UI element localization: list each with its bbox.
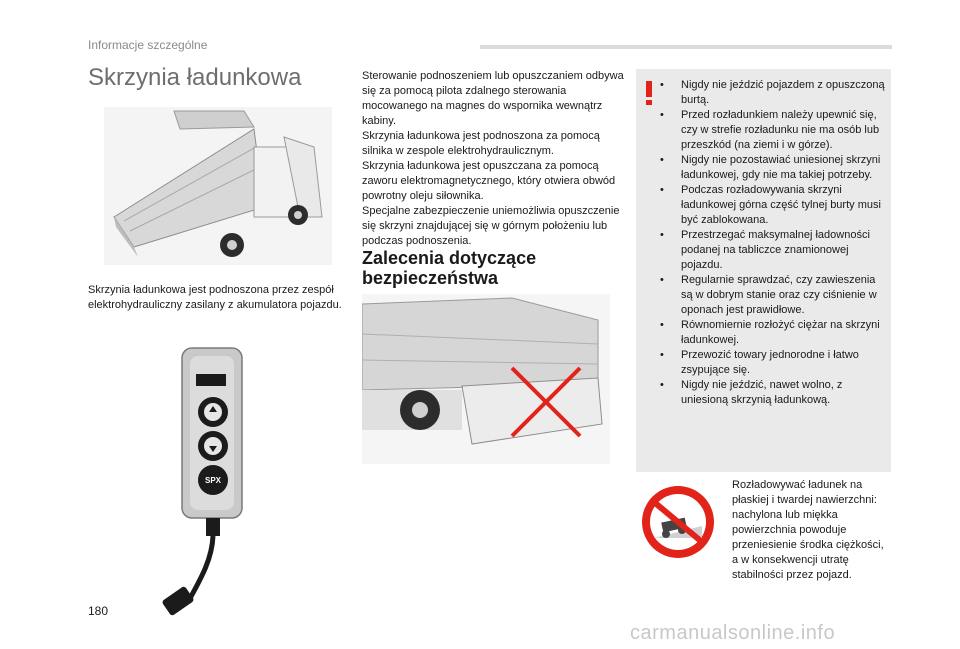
warning-text: Podczas rozładowywania skrzyni ładunkowej górna część tylnej burty musi być zablokowana. [681, 184, 881, 226]
remote-control-illustration [160, 340, 250, 620]
bullet: • [660, 79, 664, 91]
list-item [656, 318, 886, 348]
bullet: • [660, 274, 664, 286]
page-number: 180 [88, 604, 109, 618]
bullet: • [660, 109, 664, 121]
bullet: • [660, 379, 664, 391]
list-item [656, 183, 886, 228]
list-item [656, 348, 886, 378]
warning-text: Nigdy nie jeździć, nawet wolno, z uniesioną skrzynią ładunkową. [681, 379, 843, 406]
prohibited-tailgate-illustration [362, 294, 610, 464]
warning-text: Nigdy nie jeździć pojazdem z opuszczoną burtą. [681, 79, 885, 106]
warning-text: Przed rozładunkiem należy upewnić się, czy w strefie rozładunku nie ma osób lub przeszkód (na ziemi i w górze). [681, 109, 880, 151]
bullet: • [660, 229, 664, 241]
list-item [656, 378, 886, 408]
warning-text: Nigdy nie pozostawiać uniesionej skrzyni ładunkowej, gdy nie ma takiej potrzeby. [681, 154, 881, 181]
section-label: Informacje szczególne [88, 38, 208, 52]
page-title: Skrzynia ładunkowa [88, 64, 302, 91]
list-item [656, 108, 886, 153]
safety-heading: Zalecenia dotyczące bezpieczeństwa [362, 248, 537, 288]
description-text [362, 69, 624, 249]
bullet: • [660, 154, 664, 166]
list-item [656, 78, 886, 108]
remote-brand-label: SPX [204, 476, 222, 485]
warning-text: Przewozić towary jednorodne i łatwo zsypujące się. [681, 349, 859, 376]
truck-caption: Skrzynia ładunkowa jest podnoszona przez zespół elektrohydrauliczny zasilany z akumulatora pojazdu. [88, 284, 342, 311]
info-box [636, 472, 891, 584]
bullet: • [660, 349, 664, 361]
list-item [656, 228, 886, 273]
description-paragraph: Skrzynia ładunkowa jest opuszczana za pomocą zaworu elektromagnetycznego, który otwiera obwód powrotny oleju siłownika. [362, 160, 616, 202]
tipper-truck-illustration [104, 107, 332, 265]
description-paragraph: Skrzynia ładunkowa jest podnoszona za pomocą silnika w zespole elektrohydraulicznym. [362, 130, 600, 157]
list-item [656, 273, 886, 318]
warning-box [636, 69, 891, 472]
no-slope-unloading-icon [640, 484, 716, 560]
header-divider [480, 45, 892, 49]
exclamation-icon [642, 81, 656, 105]
bullet: • [660, 184, 664, 196]
watermark: carmanualsonline.info [630, 622, 836, 644]
warning-text: Przestrzegać maksymalnej ładowności podanej na tabliczce znamionowej pojazdu. [681, 229, 870, 271]
warning-text: Regularnie sprawdzać, czy zawieszenia są w dobrym stanie oraz czy ciśnienie w oponach jest prawidłowe. [681, 274, 877, 316]
warning-text: Równomiernie rozłożyć ciężar na skrzyni ładunkowej. [681, 319, 880, 346]
bullet: • [660, 319, 664, 331]
warning-list [656, 78, 886, 408]
description-paragraph: Sterowanie podnoszeniem lub opuszczaniem odbywa się za pomocą pilota zdalnego sterowania mocowanego na magnes do wspornika wewnątrz kabiny. [362, 70, 624, 127]
info-text: Rozładowywać ładunek na płaskiej i twardej nawierzchni: nachylona lub miękka powierzchnia powoduje przeniesienie środka ciężkości, a w konsekwencji utratę stabilności przez pojazd. [732, 479, 884, 581]
list-item [656, 153, 886, 183]
description-paragraph: Specjalne zabezpieczenie uniemożliwia opuszczenie się skrzyni znajdującej się w górnym położeniu lub podczas podnoszenia. [362, 205, 620, 247]
